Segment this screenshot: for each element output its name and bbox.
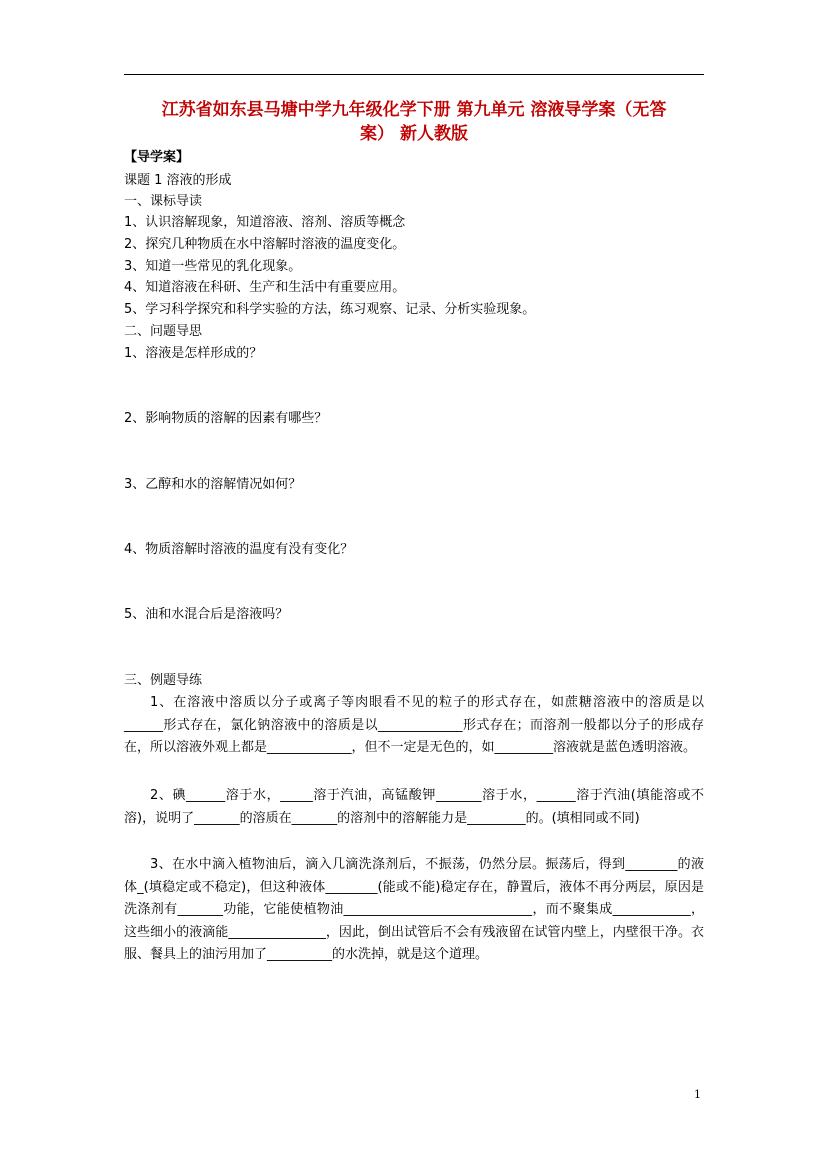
- question-item: 4、物质溶解时溶液的温度有没有变化？: [124, 542, 354, 557]
- question-item: 1、溶液是怎样形成的？: [124, 346, 263, 361]
- goal-item: 1、认识溶解现象，知道溶液、溶剂、溶质等概念: [124, 215, 406, 230]
- part3-heading: 三、例题导练: [124, 673, 203, 688]
- document-title-line-2: 案） 新人教版: [360, 124, 468, 144]
- part1-heading: 一、课标导读: [124, 194, 203, 209]
- section-tag: 【导学案】: [124, 150, 190, 165]
- lesson-title: 课题 1 溶液的形成: [124, 173, 232, 188]
- goal-item: 4、知道溶液在科研、生产和生活中有重要应用。: [124, 280, 406, 295]
- document-title-line-1: 江苏省如东县马塘中学九年级化学下册 第九单元 溶液导学案（无答: [161, 100, 667, 120]
- goal-item: 3、知道一些常见的乳化现象。: [124, 259, 302, 274]
- header-rule: [124, 74, 704, 75]
- exercise-paragraph: 3、在水中滴入植物油后，滴入几滴洗涤剂后，不振荡，仍然分层。振荡后，得到________的液体_(填稳定或不稳定)，但这种液体________(能或不能)稳定存在，静置后，液体不再分两层，原因是洗涤剂有_______功能，它能使植物油_____________________________，而不聚集成____________，这些细小的液滴能_______________，因此，倒出试管后不会有残液留在试管内壁上，内壁很干净。衣服、餐具上的油污用加了__________的水洗掉，就是这个道理。: [124, 857, 704, 963]
- question-item: 3、乙醇和水的溶解情况如何？: [124, 477, 302, 492]
- page-number: 1: [694, 1088, 701, 1101]
- question-item: 5、油和水混合后是溶液吗？: [124, 607, 289, 622]
- exercise-paragraph: 2、碘______溶于水，_____溶于汽油，高锰酸钾_______溶于水，______溶于汽油(填能溶或不溶)，说明了_______的溶质在_______的溶剂中的溶解能力是_________的。(填相同或不同): [124, 788, 704, 826]
- question-item: 2、影响物质的溶解的因素有哪些？: [124, 411, 328, 426]
- exercise-paragraph: 1、在溶液中溶质以分子或离子等肉眼看不见的粒子的形式存在，如蔗糖溶液中的溶质是以______形式存在，氯化钠溶液中的溶质是以_____________形式存在；而溶剂一般都以分子的形成存在，所以溶液外观上都是_____________，但不一定是无色的，如_________溶液就是蓝色透明溶液。: [124, 695, 704, 756]
- goal-item: 2、探究几种物质在水中溶解时溶液的温度变化。: [124, 237, 406, 252]
- part2-heading: 二、问题导思: [124, 324, 203, 339]
- goal-item: 5、学习科学探究和科学实验的方法，练习观察、记录、分析实验现象。: [124, 302, 536, 317]
